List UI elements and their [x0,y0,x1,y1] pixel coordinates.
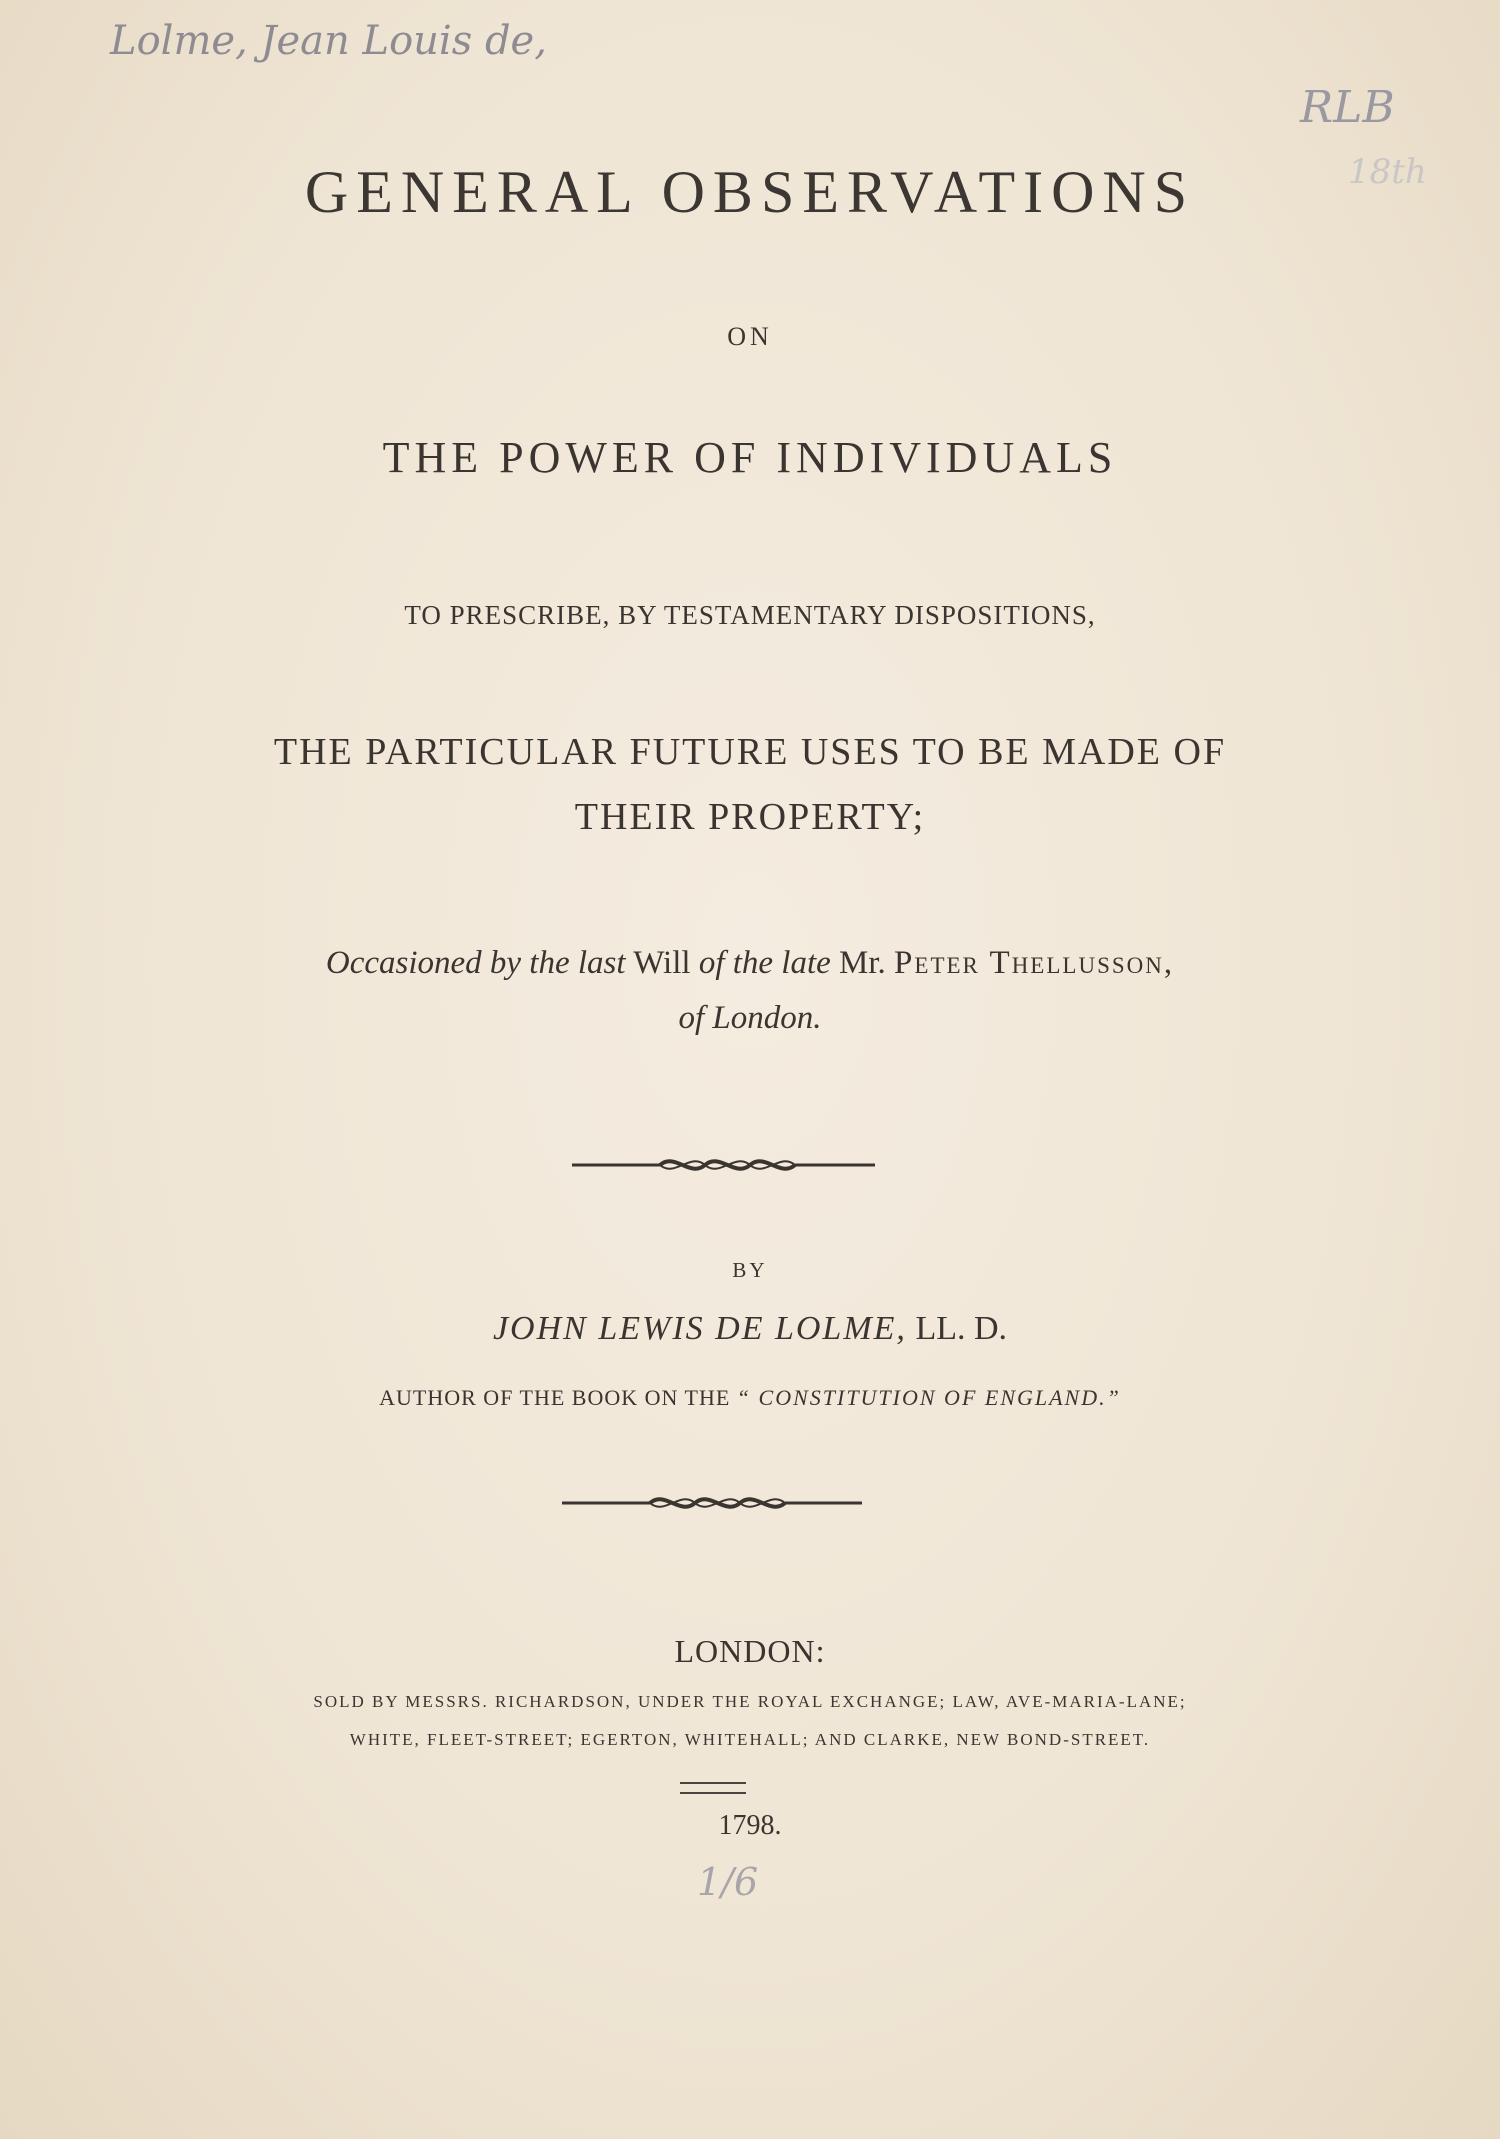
title-power: THE POWER OF INDIVIDUALS [382,433,1118,482]
author-book: “ CONSTITUTION OF ENGLAND.” [736,1385,1121,1410]
occasion-mr: Mr. [839,945,886,981]
author-degree: LL. D. [915,1310,1008,1347]
imprint-sold-line: SOLD BY MESSRS. RICHARDSON, UNDER THE ROYAL EXCHANGE; LAW, AVE-MARIA-LANE; [313,1692,1187,1711]
double-rule [680,1782,746,1794]
handwritten-cataloger-name: Lolme, Jean Louis de, [110,18,547,64]
imprint-place: LONDON: [674,1633,826,1669]
title-particular: THE PARTICULAR FUTURE USES TO BE MADE OF [273,731,1227,773]
title-on: ON [727,322,773,351]
occasion-will: Will [633,945,691,981]
ornament-rule-icon-2 [0,1488,1500,1518]
occasion-part1: Occasioned by the last [325,945,626,981]
author-of-line [0,1385,1500,1411]
by-label: BY [732,1258,768,1282]
author-of-text: AUTHOR OF THE BOOK ON THE [379,1385,731,1410]
imprint-year: 1798. [718,1810,782,1841]
ornament-rule-icon [0,1150,1500,1180]
title-prescribe: TO PRESCRIBE, BY TESTAMENTARY DISPOSITIONS, [404,600,1096,630]
handwritten-price: 1/6 [697,1860,759,1904]
author-name: JOHN LEWIS DE LOLME, [492,1310,907,1347]
title-property: THEIR PROPERTY; [574,796,926,838]
imprint-white-line: WHITE, FLEET-STREET; EGERTON, WHITEHALL; AND CLARKE, NEW BOND-STREET. [349,1730,1151,1749]
handwritten-mark: RLB [1300,82,1395,133]
main-title: GENERAL OBSERVATIONS [304,159,1196,225]
handwritten-sub-mark: 18th [1348,152,1427,192]
occasion-line [0,945,1500,982]
author-line [0,1310,1500,1348]
occasion-line-2: of London. [678,1000,822,1036]
occasion-part2: of the late [698,945,831,981]
occasion-name: Peter Thellusson, [894,945,1175,981]
